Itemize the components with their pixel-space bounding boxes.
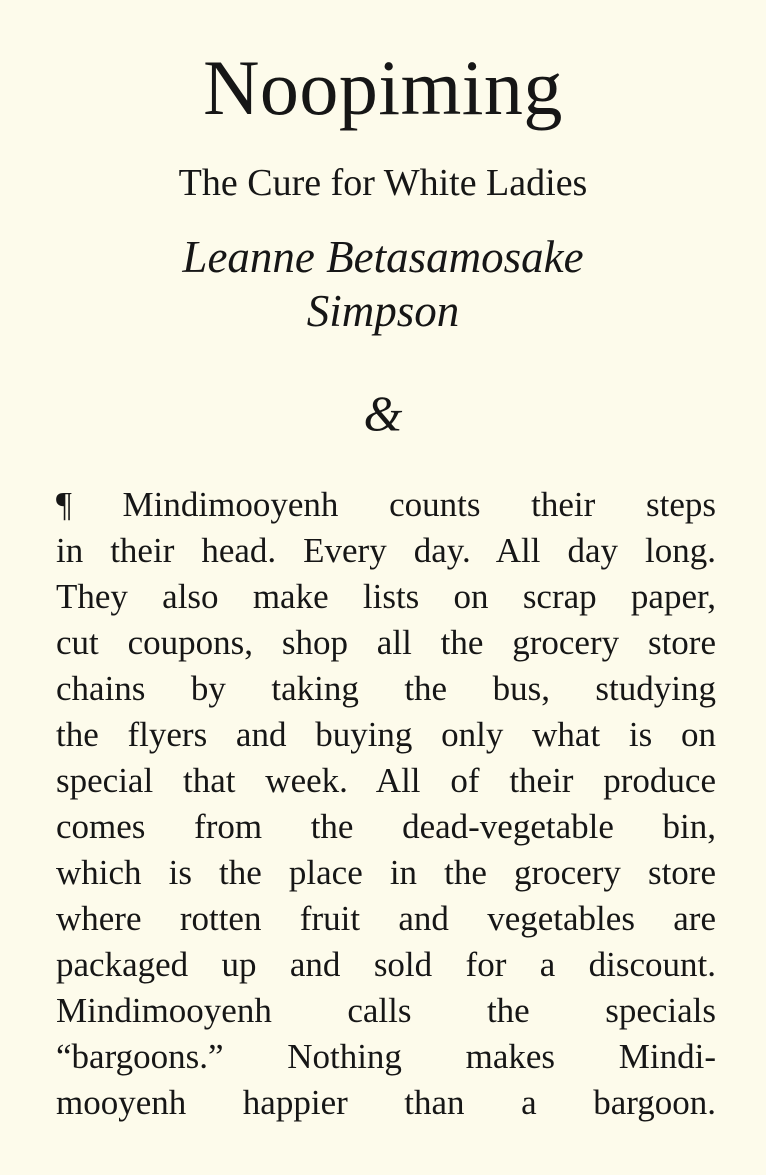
paragraph-line: comes from the dead-vegetable bin, xyxy=(56,807,716,846)
author-name-line-2: Simpson xyxy=(306,286,460,336)
ampersand-ornament: & xyxy=(363,385,403,441)
paragraph-line: Mindimooyenh calls the specials xyxy=(56,991,716,1030)
paragraph-line: packaged up and sold for a discount. xyxy=(56,945,716,984)
paragraph-line: They also make lists on scrap paper, xyxy=(56,577,716,616)
paragraph-line: chains by taking the bus, studying xyxy=(56,669,716,708)
paragraph-line: cut coupons, shop all the grocery store xyxy=(56,623,716,662)
paragraph-line: special that week. All of their produce xyxy=(56,761,716,800)
paragraph-line: in their head. Every day. All day long. xyxy=(56,531,716,570)
paragraph-line: the flyers and buying only what is on xyxy=(56,715,716,754)
book-subtitle: The Cure for White Ladies xyxy=(178,162,588,204)
paragraph-line: where rotten fruit and vegetables are xyxy=(56,899,716,938)
book-title: Noopiming xyxy=(203,44,563,131)
paragraph-line: mooyenh happier than a bargoon. xyxy=(56,1083,716,1122)
paragraph-line: ¶ Mindimooyenh counts their steps xyxy=(56,485,716,524)
body-paragraph xyxy=(56,482,716,1126)
paragraph-line: which is the place in the grocery store xyxy=(56,853,716,892)
author-name xyxy=(60,230,706,338)
paragraph-line: “bargoons.” Nothing makes Mindi- xyxy=(56,1037,716,1076)
author-name-line-1: Leanne Betasamosake xyxy=(182,232,584,282)
